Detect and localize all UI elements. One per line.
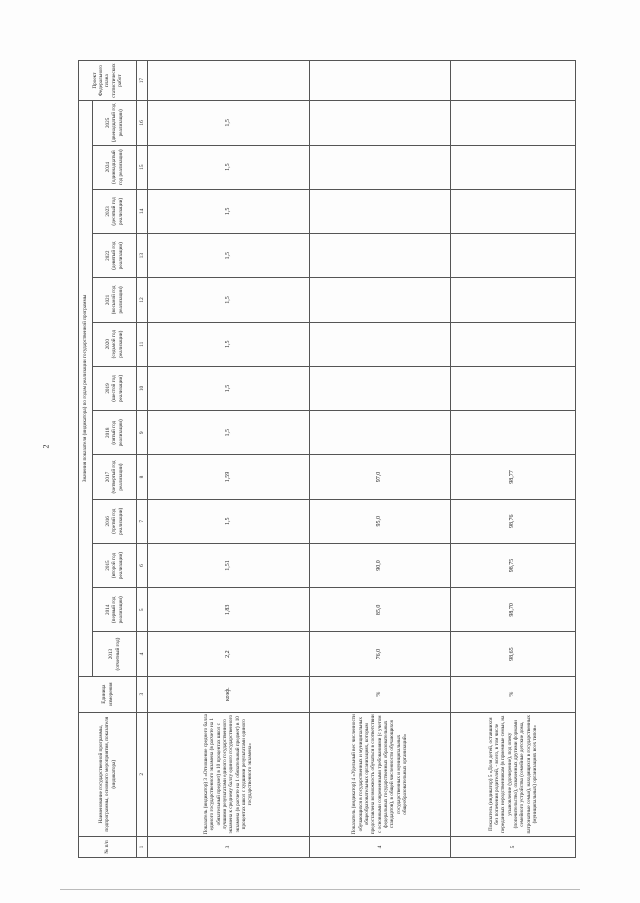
value-cell-2020: 1,5: [148, 322, 310, 366]
header-year-note: (одиннадцатый год реализации): [111, 149, 124, 185]
row-number: 3: [148, 836, 310, 857]
header-year-note: (четвертый год реализации): [111, 460, 124, 494]
header-year-label: 2023: [104, 206, 111, 217]
header-year-2015: [93, 543, 137, 587]
header-year-note: (десятый год реализации): [111, 197, 124, 226]
column-number: 13: [137, 234, 148, 278]
header-year-label: 2021: [104, 294, 111, 306]
unit-cell: %: [451, 676, 576, 712]
table-row: [148, 61, 310, 858]
indicator-name: Показатель (индикатор) 3 «Отношение среднего балла единого государственного экзамена (в расчете на 1 обязательный предмет) в 10 процентах школ с лучшими результатами единого государственного экзамена к среднему баллу единого государственного экзамена (в расчете на 1 обязательный предмет) в 10 процентах школ с худшими результатами единого государственного экзамена»: [148, 712, 310, 836]
page-number: 2: [41, 444, 51, 449]
rotated-table-frame: [78, 60, 576, 858]
column-number: 9: [137, 411, 148, 455]
value-cell-2015: 90,0: [309, 543, 450, 587]
value-cell-2013: 2,2: [148, 632, 310, 676]
value-cell-2017: 98,77: [451, 455, 576, 499]
value-cell-2024: [451, 145, 576, 189]
column-number: 16: [137, 101, 148, 145]
column-number: 8: [137, 455, 148, 499]
value-cell-2018: [451, 411, 576, 455]
header-year-label: 2018: [104, 427, 111, 438]
header-year-note: (пятый год реализации): [111, 419, 124, 447]
unit-cell: %: [309, 676, 450, 712]
value-cell-2023: 1,5: [148, 189, 310, 233]
value-cell-2020: [451, 322, 576, 366]
value-cell-2018: 1,5: [148, 411, 310, 455]
value-cell-2014: 85,0: [309, 588, 450, 632]
column-number: 11: [137, 322, 148, 366]
header-year-label: 2022: [104, 250, 111, 261]
value-cell-2023: [451, 189, 576, 233]
row-number: 4: [309, 836, 450, 857]
value-cell-2023: [309, 189, 450, 233]
value-cell-2013: 98,65: [451, 632, 576, 676]
row-number: 5: [451, 836, 576, 857]
value-cell-2016: 98,76: [451, 499, 576, 543]
header-year-2018: [93, 411, 137, 455]
value-cell-2016: 1,5: [148, 499, 310, 543]
column-number: 17: [137, 61, 148, 101]
column-number: 10: [137, 366, 148, 410]
header-year-note: (восьмой год реализации): [111, 285, 124, 315]
header-values-span: Значения показателя (индикатора) по годам реализации государственной программы: [79, 101, 93, 677]
header-year-label: 2019: [104, 383, 111, 394]
header-year-label: 2013: [108, 648, 115, 660]
header-year-2025: [93, 101, 137, 145]
header-year-note: (шестой год реализации): [111, 374, 124, 403]
value-cell-2015: 1,51: [148, 543, 310, 587]
column-number: 1: [137, 836, 148, 857]
header-year-label: 2014: [104, 604, 111, 615]
header-year-label: 2017: [104, 471, 111, 483]
value-cell-2024: [309, 145, 450, 189]
value-cell-2016: 95,0: [309, 499, 450, 543]
header-year-label: 2015: [104, 560, 111, 571]
table-row: [451, 61, 576, 858]
unit-cell: коэф.: [148, 676, 310, 712]
header-year-2017: [93, 455, 137, 499]
value-cell-2021: 1,5: [148, 278, 310, 322]
header-project: Проект Федерального плана статистических работ: [79, 61, 137, 101]
header-year-2021: [93, 278, 137, 322]
column-number: 12: [137, 278, 148, 322]
header-year-2022: [93, 234, 137, 278]
header-year-2019: [93, 366, 137, 410]
header-year-note: (отчетный год): [114, 637, 121, 671]
header-year-label: 2025: [104, 117, 111, 129]
value-cell-2017: 97,0: [309, 455, 450, 499]
header-no: № п/п: [79, 836, 137, 857]
indicator-name: Показатель (индикатор) 5 «Доля детей, оставшихся без попечения родителей, - всего, в том числе переданных неродственникам (в приемные семьи, на усыновление (удочерение), под опеку (попечительство), охваченных другими формами семейного устройства (семейные детские дома, патронатные семьи), находящихся в государственных (муниципальных) организациях всех типов»: [451, 712, 576, 836]
header-unit: Единица измерения: [79, 676, 137, 712]
value-cell-2021: [309, 278, 450, 322]
header-year-label: 2020: [104, 339, 111, 350]
header-year-note: (седьмой год реализации): [111, 330, 124, 359]
column-number: 14: [137, 189, 148, 233]
value-cell-2019: 1,5: [148, 366, 310, 410]
value-cell-2024: 1,5: [148, 145, 310, 189]
column-number: 6: [137, 543, 148, 587]
header-year-2016: [93, 499, 137, 543]
value-cell-2022: 1,5: [148, 234, 310, 278]
value-cell-2020: [309, 322, 450, 366]
header-year-2023: [93, 189, 137, 233]
header-year-note: (первый год реализации): [111, 596, 124, 624]
header-year-2024: [93, 145, 137, 189]
value-cell-2015: 98,75: [451, 543, 576, 587]
table-row: [309, 61, 450, 858]
column-number: 3: [137, 676, 148, 712]
header-year-label: 2016: [104, 516, 111, 527]
header-year-note: (третий год реализации): [111, 507, 124, 535]
project-cell: [451, 61, 576, 101]
column-number: 15: [137, 145, 148, 189]
page-bottom-rule: [60, 889, 580, 890]
header-year-label: 2024: [104, 161, 111, 173]
project-cell: [148, 61, 310, 101]
value-cell-2022: [309, 234, 450, 278]
column-number: 2: [137, 712, 148, 836]
value-cell-2014: 98,70: [451, 588, 576, 632]
value-cell-2019: [451, 366, 576, 410]
value-cell-2025: 1,5: [148, 101, 310, 145]
header-name: Наименование государственной программы, подпрограммы, основного мероприятия, показателя (индикатора): [79, 712, 137, 836]
header-year-2020: [93, 322, 137, 366]
value-cell-2025: [451, 101, 576, 145]
column-number: 4: [137, 632, 148, 676]
header-year-note: (двенадцатый год реализации): [111, 103, 124, 143]
value-cell-2018: [309, 411, 450, 455]
value-cell-2021: [451, 278, 576, 322]
value-cell-2022: [451, 234, 576, 278]
value-cell-2017: 1,59: [148, 455, 310, 499]
column-number: 7: [137, 499, 148, 543]
header-year-2014: [93, 588, 137, 632]
column-number: 5: [137, 588, 148, 632]
header-year-note: (девятый год реализации): [111, 241, 124, 270]
value-cell-2014: 1,83: [148, 588, 310, 632]
indicator-name: Показатель (индикатор) 4 «Удельный вес численности обучающихся в государственных и муниципальных общеобразовательных организациях, которым предоставлена возможность обучаться в соответствии с основными современными требованиями (с учетом федеральных государственных образовательных стандартов), в общей численности обучающихся государственных и муниципальных общеобразовательных организаций»: [309, 712, 450, 836]
value-cell-2013: 76,0: [309, 632, 450, 676]
value-cell-2019: [309, 366, 450, 410]
indicator-table: [78, 60, 576, 858]
value-cell-2025: [309, 101, 450, 145]
project-cell: [309, 61, 450, 101]
header-year-2013: [93, 632, 137, 676]
header-year-note: (второй год реализации): [111, 552, 124, 580]
